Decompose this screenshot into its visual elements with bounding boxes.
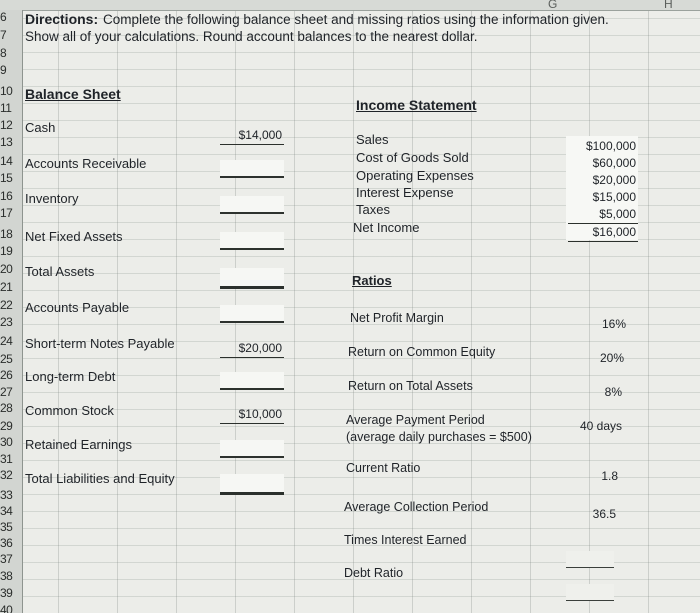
ratio-label-average-payment-period: Average Payment Period: [346, 413, 485, 427]
income-statement-title: Income Statement: [356, 97, 477, 113]
ratios-title: Ratios: [352, 273, 392, 288]
ratio-label-net-profit-margin: Net Profit Margin: [350, 311, 444, 325]
row-number[interactable]: 11: [0, 101, 12, 115]
bs-input-accounts-payable[interactable]: [220, 305, 284, 323]
ratio-input-times-interest-earned[interactable]: [566, 551, 614, 568]
directions-line-1: Complete the following balance sheet and missing ratios using the information given.: [103, 12, 609, 27]
balance-sheet-title: Balance Sheet: [25, 86, 121, 102]
row-number[interactable]: 38: [0, 569, 13, 583]
bs-input-total-liabilities-equity[interactable]: [220, 474, 284, 495]
bs-value-short-term-notes[interactable]: $20,000: [238, 341, 282, 355]
row-number[interactable]: 13: [0, 135, 13, 149]
row-number[interactable]: 40: [0, 603, 13, 613]
ratio-value-current-ratio[interactable]: 1.8: [601, 469, 618, 483]
bs-input-total-assets[interactable]: [220, 268, 284, 289]
bs-input-inventory[interactable]: [220, 196, 284, 214]
ratio-value-return-on-common-equity[interactable]: 20%: [599, 351, 624, 365]
is-label-taxes: Taxes: [356, 202, 390, 217]
ratio-value-average-payment-period[interactable]: 40 days: [579, 419, 622, 433]
row-number[interactable]: 7: [0, 28, 7, 42]
bs-label-accounts-payable: Accounts Payable: [25, 300, 130, 315]
ratio-label-current-ratio: Current Ratio: [346, 461, 421, 475]
row-number[interactable]: 35: [0, 520, 13, 534]
row-number[interactable]: 20: [0, 262, 13, 276]
bs-input-long-term-debt[interactable]: [220, 372, 284, 390]
bs-value-common-stock[interactable]: $10,000: [238, 407, 282, 421]
bs-label-accounts-receivable: Accounts Receivable: [25, 156, 147, 171]
row-number[interactable]: 8: [0, 46, 7, 60]
row-number[interactable]: 33: [0, 488, 13, 502]
row-number[interactable]: 16: [0, 189, 13, 203]
row-number[interactable]: 34: [0, 504, 13, 518]
is-underline: [568, 223, 638, 224]
row-number[interactable]: 9: [0, 63, 7, 77]
is-value-net-income[interactable]: $16,000: [592, 225, 636, 239]
row-number[interactable]: 19: [0, 244, 13, 258]
ratio-label-times-interest-earned: Times Interest Earned: [344, 533, 467, 547]
row-number[interactable]: 23: [0, 315, 13, 329]
ratio-label-return-on-common-equity: Return on Common Equity: [348, 345, 496, 359]
is-value-taxes[interactable]: $5,000: [599, 207, 636, 221]
bs-input-net-fixed-assets[interactable]: [220, 232, 284, 250]
bs-underline: [220, 357, 284, 358]
row-number[interactable]: 25: [0, 352, 13, 366]
is-label-interest-expense: Interest Expense: [356, 185, 454, 200]
row-number[interactable]: 22: [0, 298, 13, 312]
row-number[interactable]: 37: [0, 552, 13, 566]
row-number[interactable]: 28: [0, 401, 13, 415]
ratio-label-average-collection-period: Average Collection Period: [344, 500, 489, 514]
bs-value-cash[interactable]: $14,000: [238, 128, 282, 142]
bs-underline: [220, 144, 284, 145]
ratio-value-net-profit-margin[interactable]: 16%: [601, 317, 626, 331]
ratio-label-debt-ratio: Debt Ratio: [344, 566, 404, 580]
row-number[interactable]: 10: [0, 84, 13, 98]
bs-label-cash: Cash: [25, 120, 56, 135]
row-number[interactable]: 26: [0, 368, 13, 382]
directions-label: Directions:: [25, 11, 99, 27]
row-number[interactable]: 14: [0, 154, 13, 168]
row-number[interactable]: 39: [0, 586, 13, 600]
directions-line-2: Show all of your calculations. Round account balances to the nearest dollar.: [25, 29, 478, 44]
bs-label-retained-earnings: Retained Earnings: [25, 437, 132, 452]
row-number[interactable]: 17: [0, 206, 13, 220]
bs-underline: [220, 423, 284, 424]
bs-input-accounts-receivable[interactable]: [220, 160, 284, 178]
row-number[interactable]: 24: [0, 334, 13, 348]
column-header-h[interactable]: H: [664, 0, 673, 11]
is-value-operating-expenses[interactable]: $20,000: [592, 173, 636, 187]
row-number[interactable]: 21: [0, 280, 13, 294]
row-header-bar: [0, 10, 23, 613]
bs-label-long-term-debt: Long-term Debt: [25, 369, 116, 384]
bs-label-net-fixed-assets: Net Fixed Assets: [25, 229, 123, 244]
row-number[interactable]: 12: [0, 118, 13, 132]
is-label-sales: Sales: [356, 132, 389, 147]
bs-label-short-term-notes: Short-term Notes Payable: [25, 336, 175, 351]
row-number[interactable]: 36: [0, 536, 13, 550]
bs-input-retained-earnings[interactable]: [220, 440, 284, 458]
row-number[interactable]: 18: [0, 227, 13, 241]
bs-label-common-stock: Common Stock: [25, 403, 114, 418]
ratio-value-return-on-total-assets[interactable]: 8%: [604, 385, 622, 399]
is-label-net-income: Net Income: [353, 220, 420, 235]
column-header-g[interactable]: G: [548, 0, 558, 11]
ratio-sublabel-average-daily-purchases: (average daily purchases = $500): [346, 430, 532, 444]
is-underline: [568, 241, 638, 242]
is-value-interest-expense[interactable]: $15,000: [592, 190, 636, 204]
ratio-value-average-collection-period[interactable]: 36.5: [592, 507, 616, 521]
is-value-sales[interactable]: $100,000: [585, 139, 636, 153]
row-number[interactable]: 29: [0, 419, 13, 433]
ratio-input-debt-ratio[interactable]: [566, 584, 614, 601]
row-number[interactable]: 31: [0, 452, 13, 466]
bs-label-total-liabilities-equity: Total Liabilities and Equity: [25, 471, 175, 486]
row-number[interactable]: 30: [0, 435, 13, 449]
bs-label-total-assets: Total Assets: [25, 264, 95, 279]
is-value-cogs[interactable]: $60,000: [592, 156, 636, 170]
is-label-operating-expenses: Operating Expenses: [356, 168, 474, 183]
row-number[interactable]: 27: [0, 385, 13, 399]
is-label-cogs: Cost of Goods Sold: [356, 150, 469, 165]
row-number[interactable]: 6: [0, 10, 7, 24]
ratio-label-return-on-total-assets: Return on Total Assets: [348, 379, 473, 393]
row-number[interactable]: 32: [0, 468, 13, 482]
column-header-bar: [0, 0, 700, 11]
bs-label-inventory: Inventory: [25, 191, 79, 206]
row-number[interactable]: 15: [0, 171, 13, 185]
